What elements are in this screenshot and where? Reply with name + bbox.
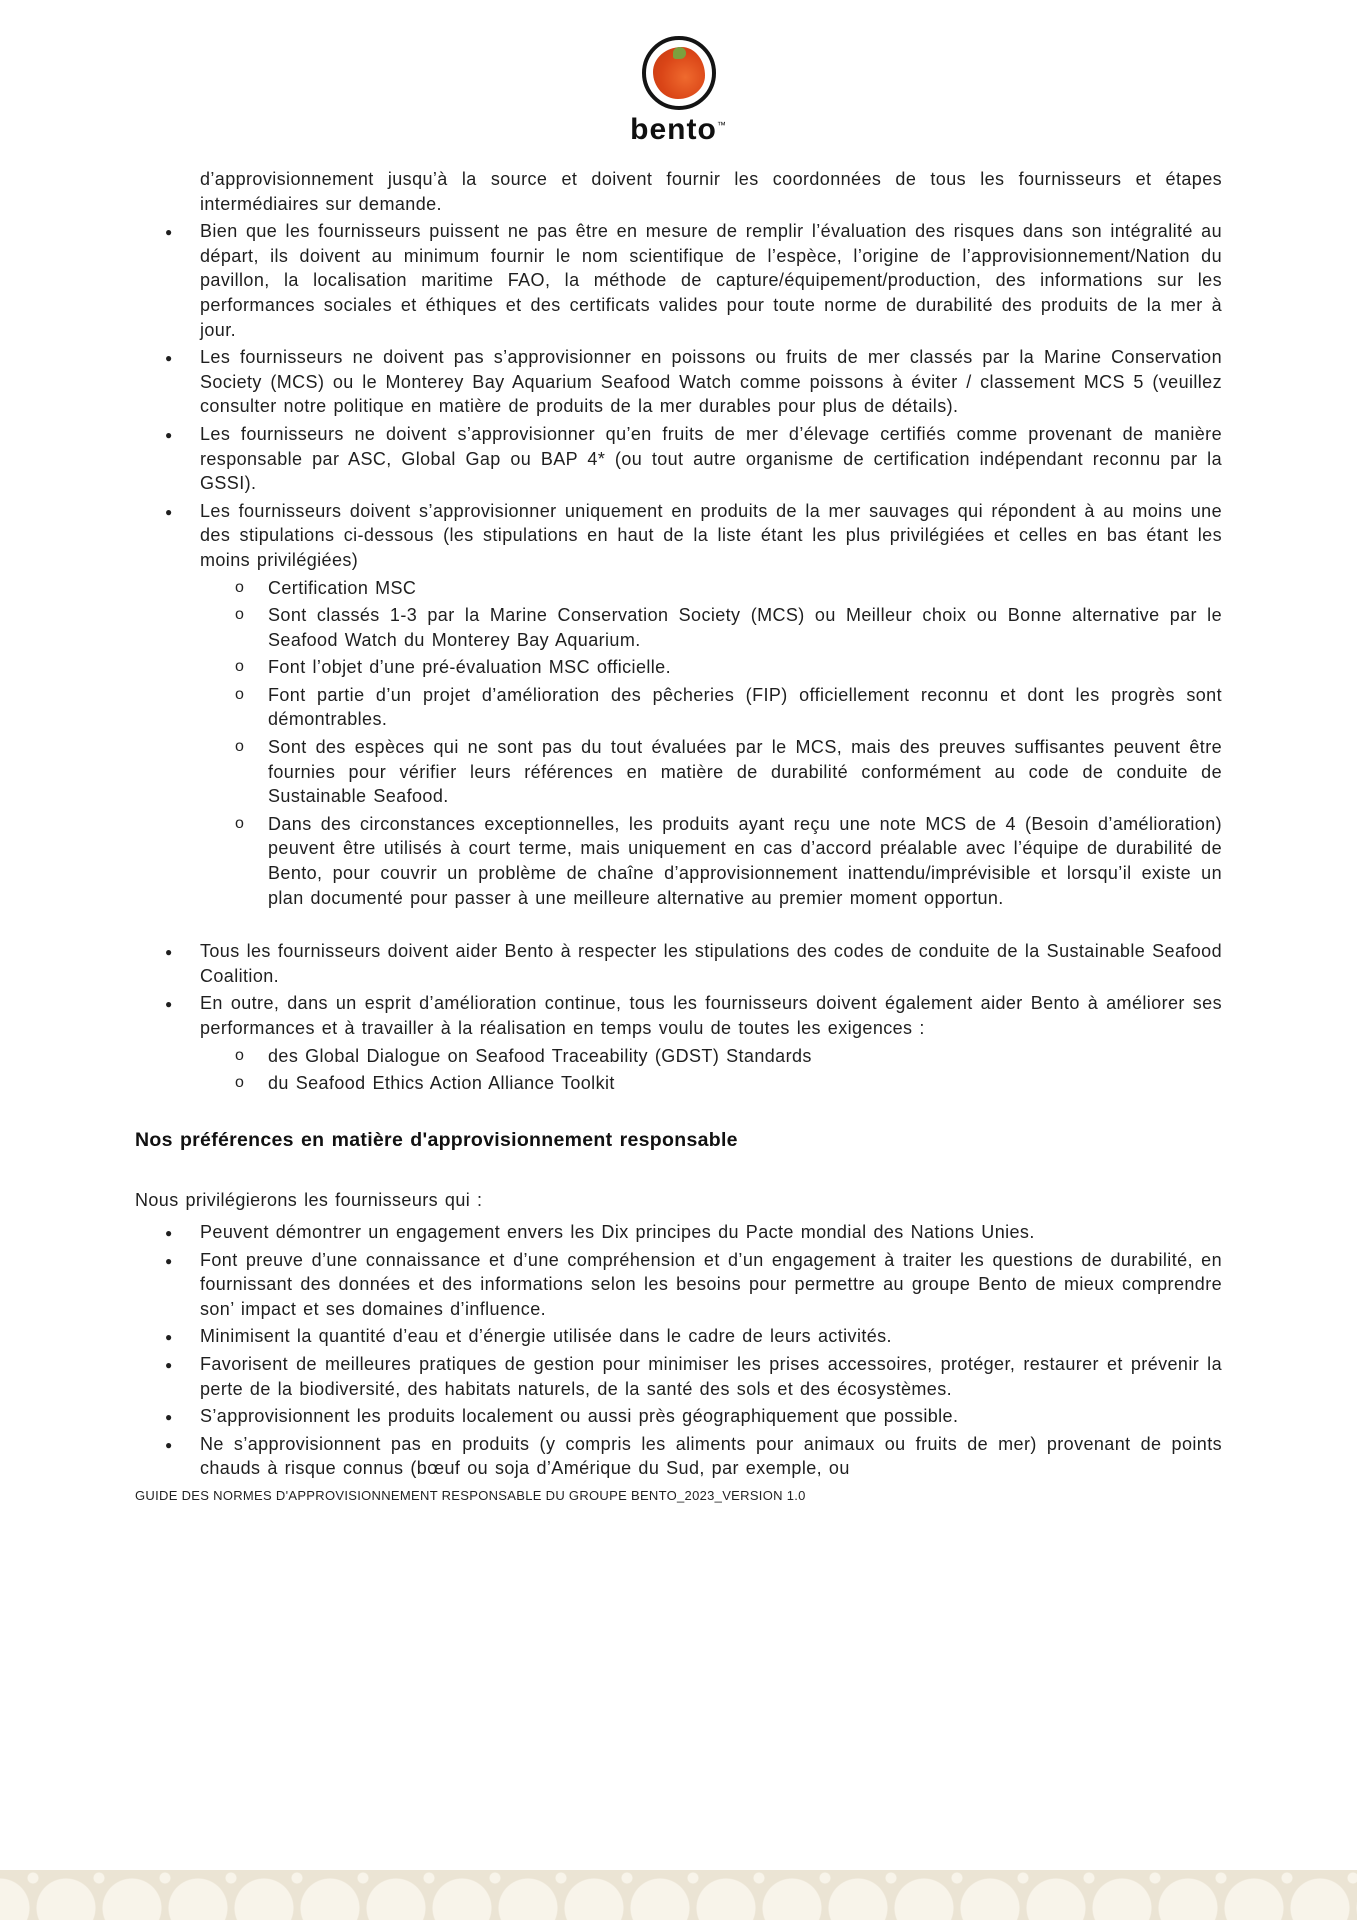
list-item-text: Peuvent démontrer un engagement envers les Dix principes du Pacte mondial des Nations Unies. [200, 1221, 1035, 1242]
list-item [135, 1404, 1222, 1429]
list-item-text: Tous les fournisseurs doivent aider Bento à respecter les stipulations des codes de conduite de la Sustainable Seafood Coalition. [200, 941, 1222, 986]
sub-bullet-icon: o [235, 685, 245, 703]
list-item [135, 219, 1222, 342]
continuation-paragraph: d’approvisionnement jusqu’à la source et doivent fournir les coordonnées de tous les fournisseurs et étapes intermédiaires sur demande. [200, 169, 1222, 214]
list-item [135, 1432, 1222, 1481]
sub-list-item [135, 812, 1222, 910]
bullet-icon: ● [165, 225, 173, 240]
list-item-text: Les fournisseurs ne doivent pas s’approvisionner en poissons ou fruits de mer classés par la Marine Conservation Society (MCS) ou le Monterey Bay Aquarium Seafood Watch comme poissons à éviter / classement MCS 5 (veuillez consulter notre politique en matière de produits de la mer durables pour plus de détails). [200, 347, 1222, 417]
list-item-text: Font preuve d’une connaissance et d’une compréhension et d’un engagement à traiter les questions de durabilité, en fournissant des données et des informations selon les besoins pour permettre au groupe Bento de mieux comprendre son’ impact et ses domaines d’influence. [200, 1249, 1222, 1319]
list-item-text: Les fournisseurs doivent s’approvisionner uniquement en produits de la mer sauvages qui répondent à au moins une des stipulations ci-dessous (les stipulations en haut de la liste étant les plus privilégiées et celles en bas étant les moins privilégiées) [200, 500, 1222, 570]
list-item-text: du Seafood Ethics Action Alliance Toolkit [268, 1073, 615, 1094]
list-item [135, 1352, 1222, 1401]
bento-logo [0, 0, 1357, 147]
list-item-text: Favorisent de meilleures pratiques de gestion pour minimiser les prises accessoires, protéger, restaurer et prévenir la perte de la biodiversité, des habitats naturels, de la santé des sols et des écosystèmes. [200, 1353, 1222, 1399]
bullet-icon: ● [165, 504, 173, 519]
section-heading: Nos préférences en matière d'approvisionnement responsable [135, 1128, 738, 1151]
logo-brand-text: bento [630, 113, 717, 146]
sub-list-item [135, 1044, 1222, 1069]
bullet-icon: ● [165, 1437, 173, 1452]
bullet-icon: ● [165, 945, 173, 960]
list-item-text: En outre, dans un esprit d’amélioration continue, tous les fournisseurs doivent également aider Bento à améliorer ses performances et à travailler à la réalisation en temps voulu de toutes les exigences : [200, 993, 1222, 1038]
list-item-text: Certification MSC [268, 577, 417, 598]
bullet-list-preferences [135, 1220, 1222, 1481]
page-footer: GUIDE DES NORMES D'APPROVISIONNEMENT RESPONSABLE DU GROUPE BENTO_2023_VERSION 1.0 [135, 1488, 806, 1503]
list-item-text: Ne s’approvisionnent pas en produits (y compris les aliments pour animaux ou fruits de mer) provenant de points chauds à risque connus (bœuf ou soja d’Amérique du Sud, par exemple, ou [200, 1433, 1222, 1479]
sub-bullet-icon: o [235, 814, 245, 832]
list-item [135, 422, 1222, 496]
sub-bullet-icon: o [235, 658, 245, 676]
list-item [135, 499, 1222, 573]
sub-list-item [135, 603, 1222, 652]
bullet-icon: ● [165, 1225, 173, 1240]
sub-bullet-icon: o [235, 606, 245, 624]
bullet-icon: ● [165, 1253, 173, 1268]
list-item-text: Sont des espèces qui ne sont pas du tout évaluées par le MCS, mais des preuves suffisantes peuvent être fournies pour vérifier leurs références en matière de durabilité conformément au code de conduite de Sustainable Seafood. [268, 737, 1222, 807]
sub-bullet-icon: o [235, 578, 245, 596]
list-item-text: Font l’objet d’une pré-évaluation MSC officielle. [268, 657, 671, 678]
bullet-icon: ● [165, 997, 173, 1012]
list-item [135, 345, 1222, 419]
lead-paragraph: Nous privilégierons les fournisseurs qui : [135, 1190, 483, 1211]
bullet-list-cooperation [135, 939, 1222, 1096]
vertical-spacer [135, 913, 1222, 939]
bullet-icon: ● [165, 1330, 173, 1345]
list-item [135, 1324, 1222, 1349]
sub-list-item [135, 655, 1222, 680]
sub-list-item [135, 1071, 1222, 1096]
decorative-border [0, 1870, 1357, 1920]
sub-list-item [135, 576, 1222, 601]
sub-bullet-icon: o [235, 1046, 245, 1064]
sub-bullet-icon: o [235, 1074, 245, 1092]
sub-list-item [135, 735, 1222, 809]
logo-wordmark [630, 113, 727, 147]
bullet-icon: ● [165, 1410, 173, 1425]
list-item [135, 1220, 1222, 1245]
bullet-icon: ● [165, 351, 173, 366]
bullet-list-sourcing-rules [135, 219, 1222, 910]
sub-list-item [135, 683, 1222, 732]
list-item-text: Bien que les fournisseurs puissent ne pas être en mesure de remplir l’évaluation des risques dans son intégralité au départ, ils doivent au minimum fournir le nom scientifique de l’espèce, l’origine de l’approvisionnement/Nation du pavillon, la localisation maritime FAO, la méthode de capture/équipement/production, des informations sur les performances sociales et éthiques et des certificats valides pour toute norme de durabilité des produits de la mer à jour. [200, 221, 1222, 340]
list-item [135, 991, 1222, 1040]
logo-ring-icon [642, 36, 716, 110]
logo-leaf-icon [673, 47, 686, 59]
bullet-icon: ● [165, 1357, 173, 1372]
trademark-mark: ™ [716, 120, 727, 130]
list-item-text: S’approvisionnent les produits localement ou aussi près géographiquement que possible. [200, 1406, 959, 1427]
list-item-text: Les fournisseurs ne doivent s’approvisionner qu’en fruits de mer d’élevage certifiés comme provenant de manière responsable par ASC, Global Gap ou BAP 4* (ou tout autre organisme de certification indépendant reconnu par la GSSI). [200, 423, 1222, 494]
list-item-text: Dans des circonstances exceptionnelles, les produits ayant reçu une note MCS de 4 (Besoin d’amélioration) peuvent être utilisés à court terme, mais uniquement en cas d’accord préalable avec l’équipe de durabilité de Bento, pour couvrir un problème de chaîne d’approvisionnement inattendu/imprévisible et lorsqu’il existe un plan documenté pour passer à une meilleure alternative au premier moment opportun. [268, 813, 1222, 908]
list-item [135, 1248, 1222, 1322]
list-item-text: des Global Dialogue on Seafood Traceability (GDST) Standards [268, 1045, 812, 1066]
list-item-text: Minimisent la quantité d’eau et d’énergie utilisée dans le cadre de leurs activités. [200, 1326, 892, 1347]
list-item-text: Font partie d’un projet d’amélioration des pêcheries (FIP) officiellement reconnu et dont les progrès sont démontrables. [268, 684, 1222, 730]
list-item [135, 939, 1222, 988]
list-item-text: Sont classés 1-3 par la Marine Conservation Society (MCS) ou Meilleur choix ou Bonne alternative par le Seafood Watch du Monterey Bay Aquarium. [268, 605, 1222, 650]
sub-bullet-icon: o [235, 738, 245, 756]
bullet-icon: ● [165, 427, 173, 442]
page-body [135, 167, 1222, 1481]
